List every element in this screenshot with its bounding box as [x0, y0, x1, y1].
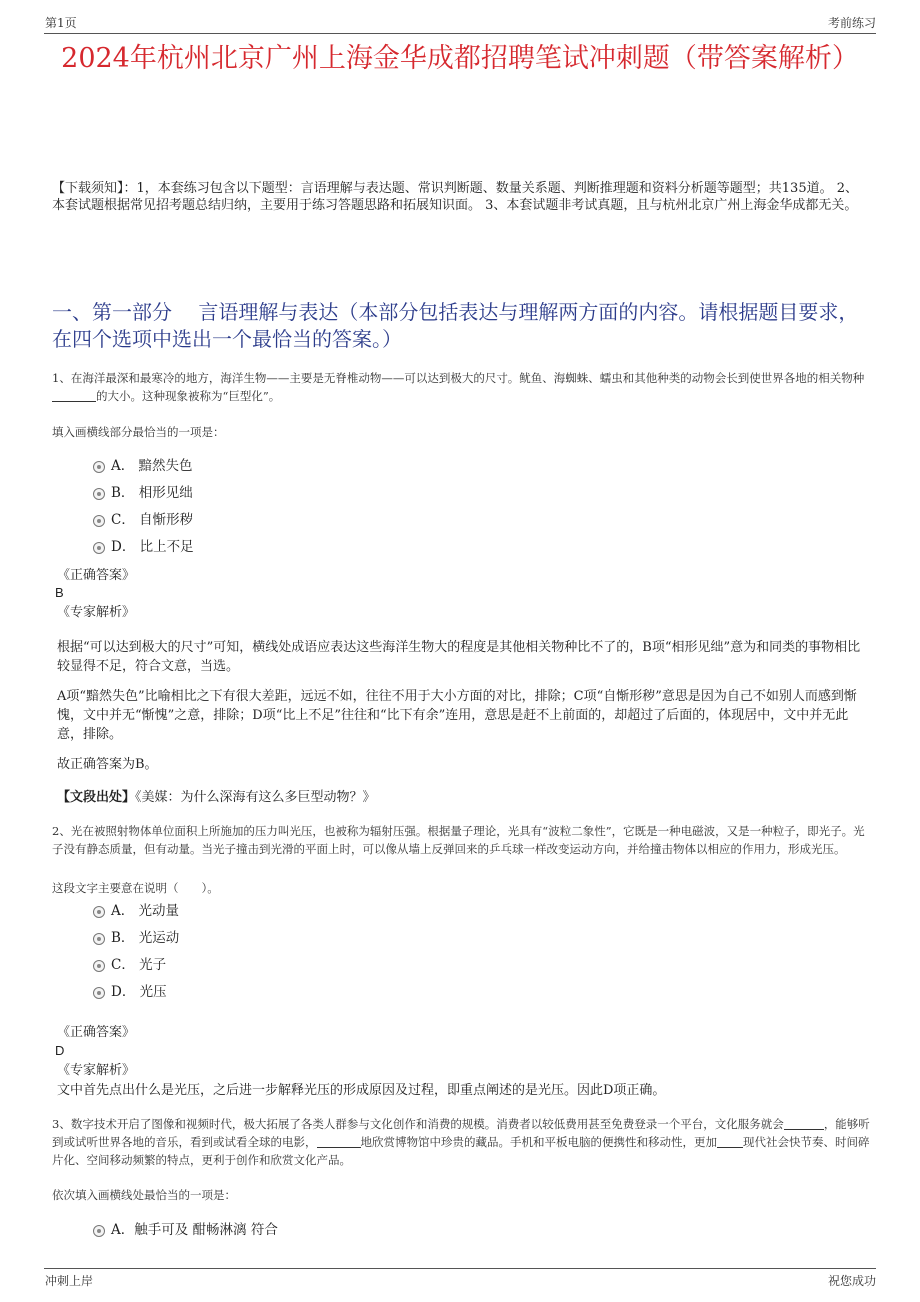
q1-source	[57, 788, 863, 807]
footer-left: 冲刺上岸	[45, 1274, 94, 1288]
q1-option-a[interactable]	[93, 456, 193, 476]
q3-prompt: 依次填入画横线处最恰当的一项是：	[52, 1188, 236, 1202]
notice-tag: 【下载须知】	[52, 181, 124, 196]
q1-stem	[52, 369, 870, 405]
option-label: A． 黯然失色	[111, 458, 193, 474]
q3-blank-1	[784, 1117, 824, 1130]
radio-icon[interactable]	[93, 906, 105, 918]
q1-option-c[interactable]	[93, 510, 193, 530]
source-tag: 【文段出处】	[57, 790, 136, 805]
q2-option-c[interactable]	[93, 955, 166, 975]
q1-answer-label: 《正确答案》	[57, 568, 136, 583]
q1-analysis-1: 根据“可以达到极大的尺寸”可知，横线处成语应表达这些海洋生物大的程度是其他相关物种比不了的，B项“相形见绌”意为和同类的事物相比较显得不足，符合文意，当选。	[57, 640, 861, 674]
q2-option-d[interactable]	[93, 982, 167, 1002]
q1-analysis-3: 故正确答案为B。	[57, 757, 158, 772]
q1-blank	[52, 389, 96, 402]
q2-analysis: 文中首先点出什么是光压，之后进一步解释光压的形成原因及过程，即重点阐述的是光压。因此D项正确。	[57, 1083, 666, 1098]
q1-analysis-2: A项“黯然失色”比喻相比之下有很大差距，远远不如，往往不用于大小方面的对比，排除；C项“自惭形秽”意思是因为自己不如别人而感到惭愧，文中并无“惭愧”之意，排除；D项“比上不足”往往和“比下有余”连用，意思是赶不上前面的，却超过了后面的，体现居中，文中并无此意，排除。	[57, 689, 857, 742]
source-title: 《美媒：为什么深海有这么多巨型动物？》	[135, 790, 376, 805]
option-label: A．触手可及 酣畅淋漓 符合	[111, 1222, 278, 1238]
document-title: 2024年杭州北京广州上海金华成都招聘笔试冲刺题（带答案解析）	[61, 43, 859, 74]
download-notice	[52, 180, 868, 214]
q1-option-b[interactable]	[93, 483, 193, 503]
option-label: D． 比上不足	[111, 539, 194, 555]
option-label: C． 光子	[111, 957, 167, 973]
q3-stem-part-a: 3、数字技术开启了图像和视频时代，极大拓展了各类人群参与文化创作和消费的规模。消费者以较低费用甚至免费登录一个平台，文化服务就会	[52, 1117, 784, 1131]
q1-stem-part-b: 的大小。这种现象被称为“巨型化”。	[96, 389, 281, 403]
q1-analysis-label: 《专家解析》	[57, 605, 136, 620]
page-number: 第1页	[45, 16, 77, 30]
radio-icon[interactable]	[93, 461, 105, 473]
radio-icon[interactable]	[93, 488, 105, 500]
option-label: A． 光动量	[111, 903, 180, 919]
q3-stem-part-c: 地欣赏博物馆中珍贵的藏品。手机和平板电脑的便携性和移动性，更加	[360, 1135, 717, 1149]
header-rule	[44, 33, 876, 34]
q3-stem	[52, 1115, 870, 1169]
q3-stem-part-b: ，能够听到或试听世界各地的音乐，看到或试看全球的电影，	[52, 1117, 870, 1149]
q2-answer: D	[55, 1043, 65, 1058]
q2-prompt: 这段文字主要意在说明（ ）。	[52, 881, 219, 895]
radio-icon[interactable]	[93, 933, 105, 945]
header-label: 考前练习	[827, 16, 876, 30]
q3-option-a[interactable]	[93, 1220, 278, 1240]
footer-right: 祝您成功	[827, 1274, 876, 1288]
section-heading: 一、第一部分 言语理解与表达（本部分包括表达与理解两方面的内容。请根据题目要求，在四个选项中选出一个最恰当的答案。）	[52, 300, 859, 351]
q2-option-a[interactable]	[93, 901, 179, 921]
q2-analysis-label: 《专家解析》	[57, 1063, 136, 1078]
q2-answer-label: 《正确答案》	[57, 1025, 136, 1040]
notice-text: ：1，本套练习包含以下题型：言语理解与表达题、常识判断题、数量关系题、判断推理题和资料分析题等题型；共135道。 2、本套试题根据常见招考题总结归纳，主要用于练习答题思路和拓展知识面。 3、本套试题非考试真题，且与杭州北京广州上海金华成都无关。	[52, 181, 859, 213]
q2-stem: 2、光在被照射物体单位面积上所施加的压力叫光压，也被称为辐射压强。根据量子理论，光具有“波粒二象性”，它既是一种电磁波，又是一种粒子，即光子。光子没有静态质量，但有动量。当光子撞击到光滑的平面上时，可以像从墙上反弹回来的乒乓球一样改变运动方向，并给撞击物体以相应的作用力，形成光压。	[52, 824, 865, 856]
radio-icon[interactable]	[93, 1225, 105, 1237]
radio-icon[interactable]	[93, 515, 105, 527]
radio-icon[interactable]	[93, 960, 105, 972]
q3-blank-2	[317, 1135, 361, 1148]
option-label: B． 相形见绌	[111, 485, 193, 501]
radio-icon[interactable]	[93, 542, 105, 554]
q1-answer: B	[55, 585, 64, 600]
option-label: B． 光运动	[111, 930, 180, 946]
option-label: C． 自惭形秽	[111, 512, 194, 528]
footer-rule	[44, 1268, 876, 1269]
radio-icon[interactable]	[93, 987, 105, 999]
q3-blank-3	[717, 1135, 743, 1148]
q1-prompt: 填入画横线部分最恰当的一项是：	[52, 425, 225, 439]
q1-option-d[interactable]	[93, 537, 194, 557]
q1-stem-part-a: 1、在海洋最深和最寒冷的地方，海洋生物——主要是无脊椎动物——可以达到极大的尺寸。鱿鱼、海蜘蛛、蠕虫和其他种类的动物会长到使世界各地的相关物种	[52, 371, 865, 385]
q3-stem-part-d: 现代社会快节奏、时间碎片化、空间移动频繁的特点，更利于创作和欣赏文化产品。	[52, 1135, 870, 1167]
option-label: D． 光压	[111, 984, 167, 1000]
q2-option-b[interactable]	[93, 928, 179, 948]
